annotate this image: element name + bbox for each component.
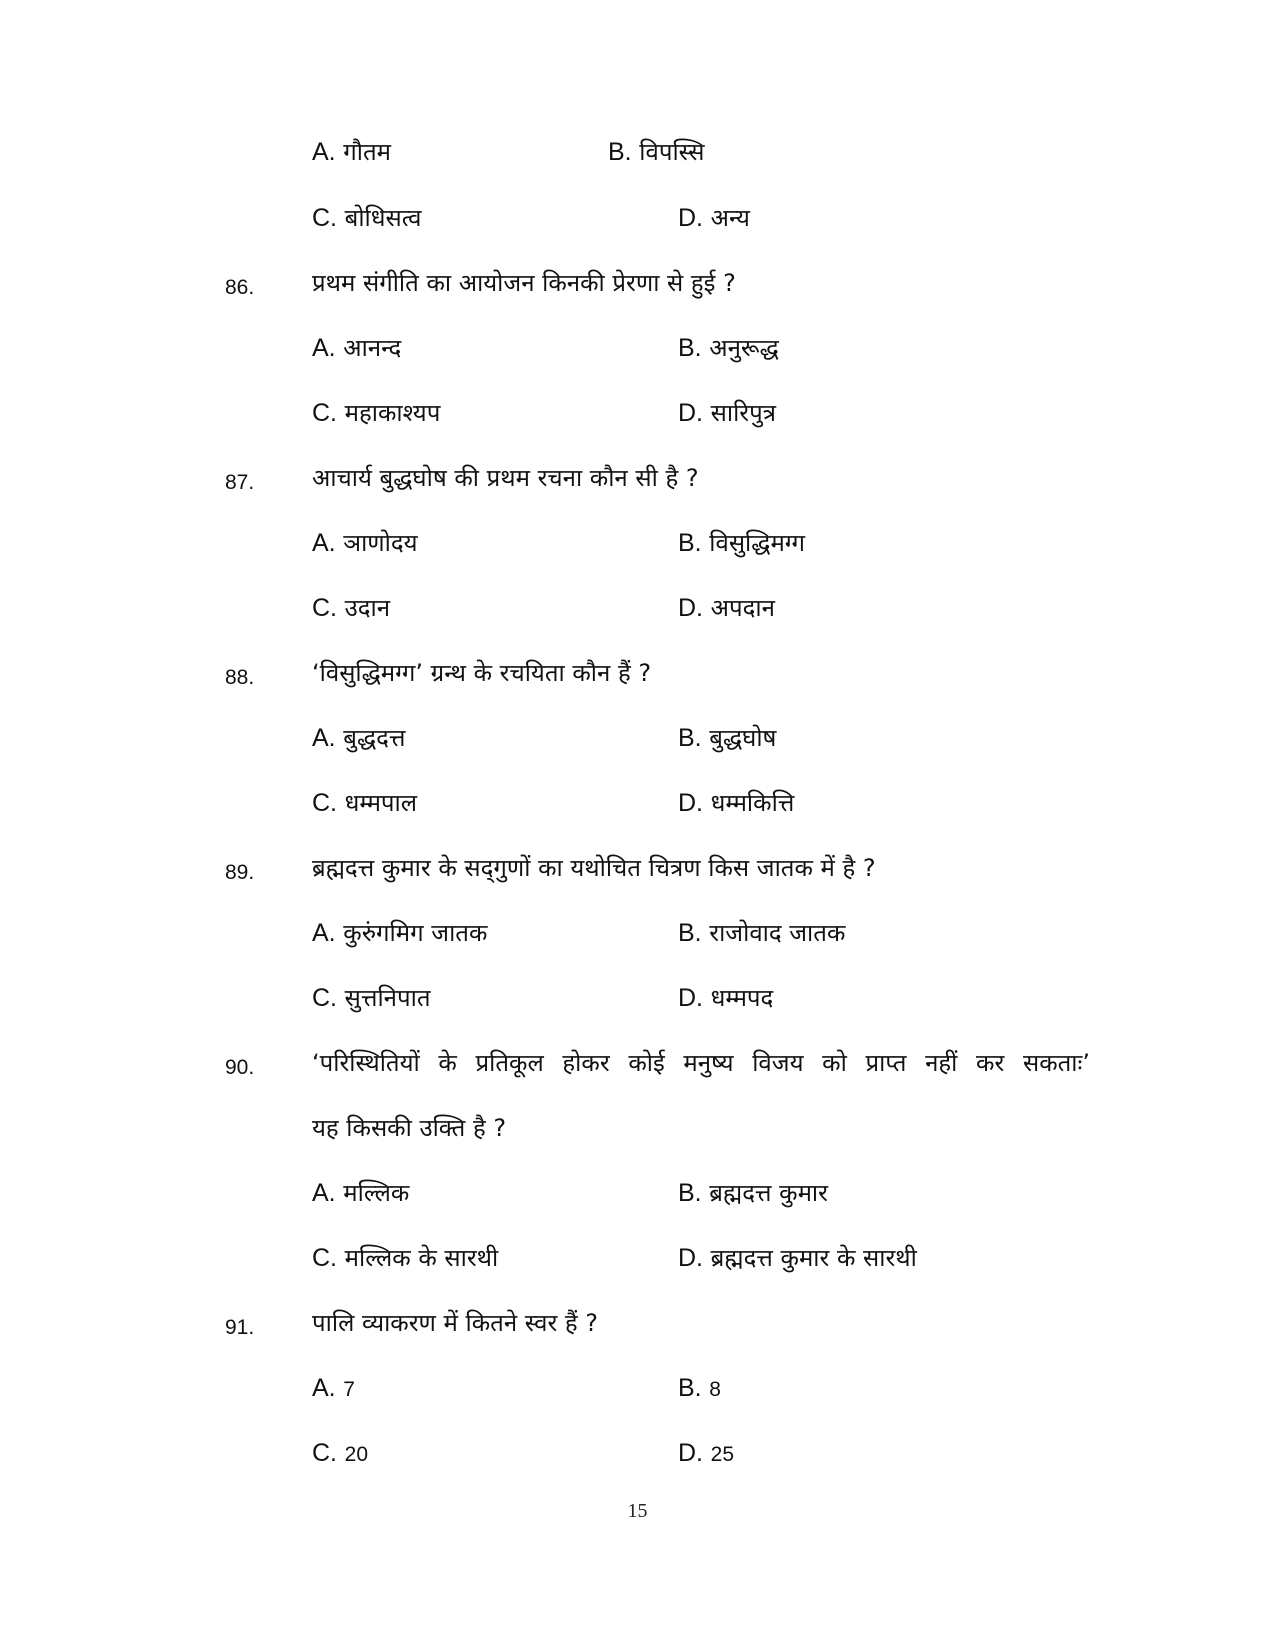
question-text: ब्रह्मदत्त कुमार के सद्‌गुणों का यथोचित चित्रण किस जातक में है ? — [312, 854, 876, 882]
option-letter: C. — [312, 594, 337, 622]
option-letter: B. — [608, 138, 632, 166]
question-number: 90. — [225, 1056, 255, 1079]
q85-option-d — [678, 203, 750, 233]
page-number: 15 — [627, 1500, 648, 1522]
option-text: अनुरूद्ध — [709, 334, 779, 362]
option-text: महाकाश्यप — [344, 399, 441, 427]
option-letter: C. — [312, 399, 337, 427]
question-number: 88. — [225, 666, 255, 689]
option-c — [312, 788, 417, 818]
option-text: गौतम — [343, 138, 392, 166]
option-text: 8 — [709, 1378, 721, 1401]
option-letter: B. — [678, 529, 702, 557]
option-letter: D. — [678, 1244, 703, 1272]
q85-option-c — [312, 203, 421, 233]
option-text: धम्मपद — [710, 984, 774, 1012]
option-text: ब्रह्मदत्त कुमार — [709, 1179, 828, 1207]
option-text: अन्य — [710, 204, 750, 232]
option-letter: B. — [678, 1374, 702, 1402]
option-text: सुत्तनिपात — [344, 984, 431, 1012]
option-a — [312, 1373, 355, 1405]
option-c — [312, 1243, 498, 1273]
q85-option-a — [312, 137, 391, 167]
question-number: 89. — [225, 861, 255, 884]
option-text: विपस्सि — [639, 138, 705, 166]
option-text: ञाणोदय — [343, 529, 418, 557]
option-letter: C. — [312, 1439, 337, 1467]
option-text: बुद्धघोष — [709, 724, 777, 752]
option-c — [312, 593, 390, 623]
option-letter: C. — [312, 1244, 337, 1272]
q85-option-b — [608, 137, 704, 167]
option-a — [312, 918, 487, 948]
option-letter: B. — [678, 334, 702, 362]
option-b — [678, 723, 776, 753]
question-number: 91. — [225, 1316, 255, 1339]
option-letter: D. — [678, 984, 703, 1012]
option-d — [678, 1243, 917, 1273]
option-a — [312, 1178, 409, 1208]
option-d — [678, 593, 775, 623]
option-letter: B. — [678, 724, 702, 752]
question-text: आचार्य बुद्धघोष की प्रथम रचना कौन सी है ? — [312, 464, 699, 492]
option-letter: D. — [678, 399, 703, 427]
option-text: राजोवाद जातक — [709, 919, 846, 947]
option-b — [678, 528, 805, 558]
option-text: धम्मकित्ति — [710, 789, 795, 817]
option-letter: C. — [312, 984, 337, 1012]
option-b — [678, 1178, 828, 1208]
option-a — [312, 333, 401, 363]
question-text: ‘परिस्थितियों के प्रतिकूल होकर कोई मनुष्य विजय को प्राप्त नहीं कर सकताः’ — [312, 1049, 1090, 1077]
option-b — [678, 1373, 721, 1405]
option-letter: A. — [312, 138, 336, 166]
option-text: उदान — [344, 594, 391, 622]
option-letter: D. — [678, 789, 703, 817]
option-d — [678, 983, 773, 1013]
option-letter: A. — [312, 919, 336, 947]
option-a — [312, 723, 405, 753]
question-text: पालि व्याकरण में कितने स्वर हैं ? — [312, 1309, 599, 1337]
option-letter: A. — [312, 334, 336, 362]
question-number: 86. — [225, 276, 255, 299]
option-text: सारिपुत्र — [710, 399, 776, 427]
option-letter: A. — [312, 1374, 336, 1402]
option-letter: B. — [678, 1179, 702, 1207]
option-text: विसुद्धिमग्ग — [709, 529, 806, 557]
question-number: 87. — [225, 471, 255, 494]
option-letter: D. — [678, 594, 703, 622]
option-letter: A. — [312, 1179, 336, 1207]
option-text: आनन्द — [343, 334, 402, 362]
option-d — [678, 788, 794, 818]
option-letter: A. — [312, 724, 336, 752]
option-text: कुरुंगमिग जातक — [343, 919, 488, 947]
option-letter: B. — [678, 919, 702, 947]
option-text: मल्लिक — [343, 1179, 410, 1207]
option-text: मल्लिक के सारथी — [344, 1244, 499, 1272]
option-d — [678, 398, 776, 428]
question-text-continued: यह किसकी उक्ति है ? — [312, 1114, 507, 1142]
option-text: 20 — [344, 1443, 368, 1466]
option-text: धम्मपाल — [344, 789, 418, 817]
option-text: ब्रह्मदत्त कुमार के सारथी — [710, 1244, 917, 1272]
option-c — [312, 983, 431, 1013]
option-c — [312, 398, 440, 428]
option-d — [678, 1438, 734, 1470]
option-a — [312, 528, 418, 558]
option-text: अपदान — [710, 594, 775, 622]
option-text: बोधिसत्व — [344, 204, 422, 232]
option-c — [312, 1438, 368, 1470]
option-b — [678, 918, 845, 948]
option-text: 7 — [343, 1378, 355, 1401]
option-letter: D. — [678, 1439, 703, 1467]
question-text: ‘विसुद्धिमग्ग’ ग्रन्थ के रचयिता कौन हैं ? — [312, 659, 652, 687]
option-letter: C. — [312, 204, 337, 232]
option-b — [678, 333, 779, 363]
question-text: प्रथम संगीति का आयोजन किनकी प्रेरणा से हुई ? — [312, 269, 736, 297]
option-letter: C. — [312, 789, 337, 817]
option-text: बुद्धदत्त — [343, 724, 406, 752]
option-letter: D. — [678, 204, 703, 232]
option-letter: A. — [312, 529, 336, 557]
option-text: 25 — [710, 1443, 734, 1466]
